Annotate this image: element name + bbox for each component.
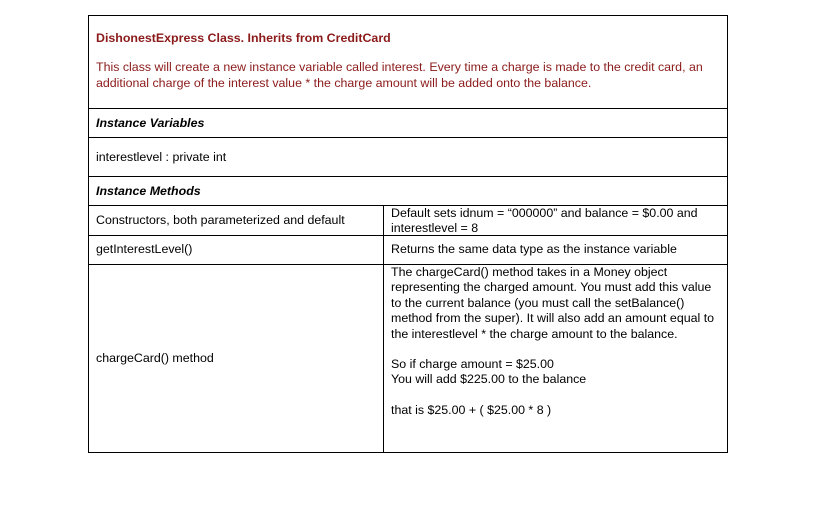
instance-variables-heading: Instance Variables bbox=[89, 109, 727, 138]
method-row-chargecard bbox=[89, 265, 727, 452]
class-title: DishonestExpress Class. Inherits from CreditCard bbox=[96, 31, 391, 45]
method-row-constructors bbox=[89, 206, 727, 236]
instance-methods-heading: Instance Methods bbox=[89, 177, 727, 206]
method-row-getinterestlevel bbox=[89, 236, 727, 265]
class-description: This class will create a new instance variable called interest. Every time a charge is made to the credit card, an additional charge of the interest value * the charge amount will be added onto the balance. bbox=[96, 60, 703, 90]
method-name: chargeCard() method bbox=[89, 265, 384, 452]
method-description: Default sets idnum = “000000” and balance = $0.00 and interestlevel = 8 bbox=[391, 206, 698, 236]
method-description: Returns the same data type as the instance variable bbox=[391, 242, 677, 256]
method-name: Constructors, both parameterized and default bbox=[89, 206, 384, 235]
chargecard-example bbox=[391, 357, 720, 388]
class-header-cell bbox=[89, 16, 727, 109]
chargecard-description: The chargeCard() method takes in a Money object representing the charged amount. You must add this value to the current balance (you must call the setBalance() method from the super). It will also add an amount equal to the interestlevel * the charge amount to the balance. bbox=[391, 265, 715, 341]
chargecard-formula: that is $25.00 + ( $25.00 * 8 ) bbox=[391, 402, 552, 417]
example-line-1: So if charge amount = $25.00 bbox=[391, 357, 554, 372]
example-line-2: You will add $225.00 to the balance bbox=[391, 372, 587, 387]
class-spec-table bbox=[88, 15, 728, 453]
method-name: getInterestLevel() bbox=[89, 236, 384, 264]
method-description bbox=[384, 265, 727, 452]
instance-variable-row: interestlevel : private int bbox=[89, 138, 727, 177]
